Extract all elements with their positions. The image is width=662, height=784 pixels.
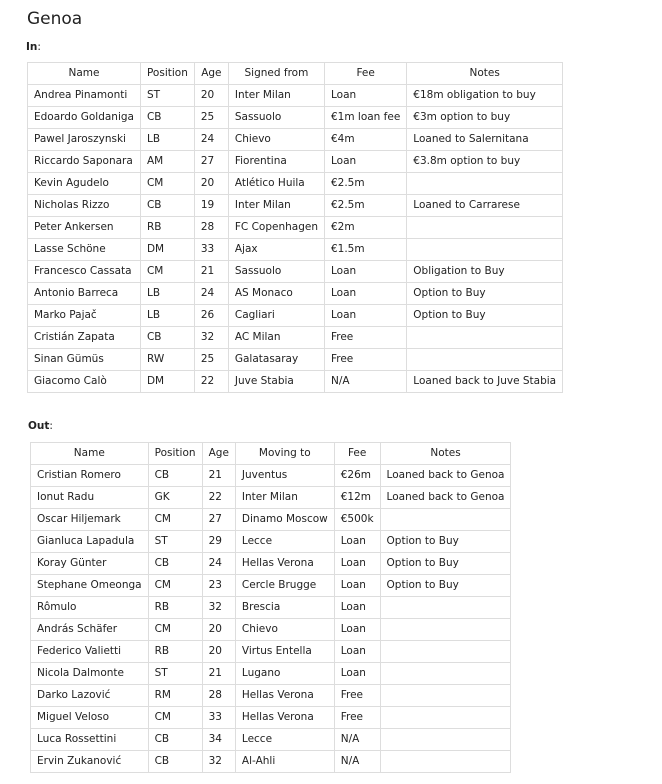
cell-notes (407, 349, 563, 371)
cell-age: 33 (194, 239, 228, 261)
cell-age: 21 (202, 663, 235, 685)
cell-notes: Loaned to Carrarese (407, 195, 563, 217)
cell-club: Juve Stabia (228, 371, 324, 393)
cell-position: DM (140, 371, 194, 393)
cell-position: CB (148, 751, 202, 773)
cell-age: 32 (202, 751, 235, 773)
cell-position: CM (148, 619, 202, 641)
cell-notes: Option to Buy (380, 575, 511, 597)
cell-position: RW (140, 349, 194, 371)
cell-position: RB (148, 597, 202, 619)
cell-fee: Loan (324, 261, 406, 283)
table-row (28, 371, 563, 393)
cell-notes: €3.8m option to buy (407, 151, 563, 173)
cell-notes (407, 239, 563, 261)
cell-age: 22 (194, 371, 228, 393)
cell-notes: Option to Buy (380, 531, 511, 553)
cell-notes: Loaned back to Genoa (380, 487, 511, 509)
table-row (31, 641, 511, 663)
in-label-text: In (26, 41, 38, 53)
cell-name: Ervin Zukanović (31, 751, 149, 773)
cell-fee: €500k (334, 509, 380, 531)
in-section-label: In: (26, 41, 41, 53)
cell-club: Sassuolo (228, 261, 324, 283)
cell-name: Antonio Barreca (28, 283, 141, 305)
cell-position: DM (140, 239, 194, 261)
table-row (28, 283, 563, 305)
table-row (31, 531, 511, 553)
cell-name: Sinan Gümüs (28, 349, 141, 371)
cell-name: Kevin Agudelo (28, 173, 141, 195)
cell-age: 24 (194, 283, 228, 305)
cell-club: AC Milan (228, 327, 324, 349)
cell-notes (407, 327, 563, 349)
table-row (31, 575, 511, 597)
cell-position: CB (140, 107, 194, 129)
cell-age: 32 (194, 327, 228, 349)
cell-age: 29 (202, 531, 235, 553)
cell-fee: N/A (334, 751, 380, 773)
cell-age: 25 (194, 107, 228, 129)
cell-age: 19 (194, 195, 228, 217)
cell-position: CM (148, 509, 202, 531)
cell-age: 24 (202, 553, 235, 575)
cell-club: Fiorentina (228, 151, 324, 173)
cell-name: Gianluca Lapadula (31, 531, 149, 553)
cell-notes: Option to Buy (380, 553, 511, 575)
cell-name: Darko Lazović (31, 685, 149, 707)
cell-position: LB (140, 283, 194, 305)
cell-fee: Loan (334, 619, 380, 641)
cell-club: Inter Milan (228, 85, 324, 107)
cell-name: Andrea Pinamonti (28, 85, 141, 107)
table-row (28, 327, 563, 349)
cell-age: 26 (194, 305, 228, 327)
cell-position: GK (148, 487, 202, 509)
table-row (31, 729, 511, 751)
cell-position: CB (148, 465, 202, 487)
cell-notes: Loaned back to Juve Stabia (407, 371, 563, 393)
cell-fee: €12m (334, 487, 380, 509)
column-header-fee: Fee (334, 443, 380, 465)
cell-fee: N/A (324, 371, 406, 393)
cell-fee: Loan (334, 641, 380, 663)
cell-notes (380, 509, 511, 531)
cell-club: Ajax (228, 239, 324, 261)
cell-age: 21 (194, 261, 228, 283)
cell-fee: Loan (334, 575, 380, 597)
cell-name: Lasse Schöne (28, 239, 141, 261)
cell-notes (407, 217, 563, 239)
cell-name: Marko Pajač (28, 305, 141, 327)
cell-age: 34 (202, 729, 235, 751)
cell-club: Lecce (235, 729, 334, 751)
table-row (28, 217, 563, 239)
cell-notes: Obligation to Buy (407, 261, 563, 283)
cell-club: Inter Milan (235, 487, 334, 509)
table-row (28, 261, 563, 283)
table-row (28, 239, 563, 261)
table-row (31, 487, 511, 509)
cell-notes (380, 663, 511, 685)
cell-age: 32 (202, 597, 235, 619)
cell-fee: Loan (334, 663, 380, 685)
cell-age: 27 (194, 151, 228, 173)
table-row (31, 509, 511, 531)
cell-club: Al-Ahli (235, 751, 334, 773)
cell-club: Hellas Verona (235, 707, 334, 729)
column-header-moving-to: Moving to (235, 443, 334, 465)
column-header-signed-from: Signed from (228, 63, 324, 85)
cell-fee: €26m (334, 465, 380, 487)
cell-age: 28 (202, 685, 235, 707)
cell-name: Peter Ankersen (28, 217, 141, 239)
cell-position: CB (140, 327, 194, 349)
cell-notes (380, 619, 511, 641)
cell-name: Giacomo Calò (28, 371, 141, 393)
table-row (28, 85, 563, 107)
table-row (28, 195, 563, 217)
cell-fee: Free (324, 327, 406, 349)
cell-notes (380, 597, 511, 619)
column-header-age: Age (202, 443, 235, 465)
column-header-notes: Notes (407, 63, 563, 85)
cell-age: 20 (202, 619, 235, 641)
cell-club: Hellas Verona (235, 553, 334, 575)
cell-name: Federico Valietti (31, 641, 149, 663)
cell-position: ST (148, 531, 202, 553)
table-row (31, 751, 511, 773)
cell-age: 25 (194, 349, 228, 371)
cell-age: 21 (202, 465, 235, 487)
cell-position: CB (140, 195, 194, 217)
cell-club: Sassuolo (228, 107, 324, 129)
cell-club: Dinamo Moscow (235, 509, 334, 531)
cell-notes (380, 641, 511, 663)
cell-position: CB (148, 553, 202, 575)
cell-position: CM (148, 707, 202, 729)
cell-name: Luca Rossettini (31, 729, 149, 751)
cell-name: Stephane Omeonga (31, 575, 149, 597)
cell-name: András Schäfer (31, 619, 149, 641)
cell-notes: Loaned back to Genoa (380, 465, 511, 487)
table-header-row (31, 443, 511, 465)
cell-fee: Loan (324, 85, 406, 107)
cell-club: Virtus Entella (235, 641, 334, 663)
cell-position: AM (140, 151, 194, 173)
cell-name: Rômulo (31, 597, 149, 619)
cell-notes (380, 685, 511, 707)
table-row (31, 597, 511, 619)
cell-club: FC Copenhagen (228, 217, 324, 239)
cell-name: Riccardo Saponara (28, 151, 141, 173)
cell-position: CM (140, 261, 194, 283)
cell-fee: Free (334, 707, 380, 729)
cell-notes: Loaned to Salernitana (407, 129, 563, 151)
transfers-out-table (30, 442, 511, 773)
cell-fee: Free (324, 349, 406, 371)
cell-notes (380, 707, 511, 729)
cell-position: RM (148, 685, 202, 707)
cell-club: Hellas Verona (235, 685, 334, 707)
cell-age: 22 (202, 487, 235, 509)
cell-age: 20 (202, 641, 235, 663)
cell-fee: Loan (334, 553, 380, 575)
cell-position: RB (140, 217, 194, 239)
table-row (28, 107, 563, 129)
cell-club: Chievo (228, 129, 324, 151)
cell-name: Pawel Jaroszynski (28, 129, 141, 151)
cell-club: Juventus (235, 465, 334, 487)
cell-name: Francesco Cassata (28, 261, 141, 283)
table-row (28, 305, 563, 327)
cell-position: LB (140, 305, 194, 327)
cell-club: Cagliari (228, 305, 324, 327)
cell-age: 20 (194, 173, 228, 195)
cell-club: Lecce (235, 531, 334, 553)
cell-fee: €1.5m (324, 239, 406, 261)
cell-fee: €2.5m (324, 173, 406, 195)
column-header-notes: Notes (380, 443, 511, 465)
cell-fee: €4m (324, 129, 406, 151)
cell-club: Chievo (235, 619, 334, 641)
cell-club: Brescia (235, 597, 334, 619)
cell-name: Cristián Zapata (28, 327, 141, 349)
cell-notes: €3m option to buy (407, 107, 563, 129)
cell-age: 23 (202, 575, 235, 597)
cell-name: Ionut Radu (31, 487, 149, 509)
cell-fee: Loan (324, 283, 406, 305)
cell-fee: N/A (334, 729, 380, 751)
cell-name: Edoardo Goldaniga (28, 107, 141, 129)
cell-fee: Loan (324, 305, 406, 327)
cell-position: RB (148, 641, 202, 663)
table-row (31, 707, 511, 729)
column-header-fee: Fee (324, 63, 406, 85)
cell-notes: Option to Buy (407, 283, 563, 305)
cell-club: Inter Milan (228, 195, 324, 217)
cell-position: CM (148, 575, 202, 597)
column-header-position: Position (140, 63, 194, 85)
column-header-name: Name (28, 63, 141, 85)
cell-position: ST (140, 85, 194, 107)
cell-club: Lugano (235, 663, 334, 685)
cell-fee: Free (334, 685, 380, 707)
transfers-in-table (27, 62, 563, 393)
cell-club: Atlético Huila (228, 173, 324, 195)
cell-age: 20 (194, 85, 228, 107)
cell-fee: Loan (324, 151, 406, 173)
table-row (28, 173, 563, 195)
cell-position: LB (140, 129, 194, 151)
cell-name: Koray Günter (31, 553, 149, 575)
cell-name: Cristian Romero (31, 465, 149, 487)
column-header-position: Position (148, 443, 202, 465)
column-header-age: Age (194, 63, 228, 85)
out-label-text: Out (28, 420, 50, 432)
table-row (28, 151, 563, 173)
cell-notes (407, 173, 563, 195)
cell-club: Galatasaray (228, 349, 324, 371)
cell-position: ST (148, 663, 202, 685)
cell-age: 24 (194, 129, 228, 151)
cell-notes (380, 751, 511, 773)
cell-club: Cercle Brugge (235, 575, 334, 597)
cell-age: 27 (202, 509, 235, 531)
table-row (31, 619, 511, 641)
table-row (31, 663, 511, 685)
cell-notes: Option to Buy (407, 305, 563, 327)
page-title: Genoa (27, 9, 83, 29)
cell-fee: Loan (334, 597, 380, 619)
table-row (28, 349, 563, 371)
cell-fee: Loan (334, 531, 380, 553)
cell-name: Oscar Hiljemark (31, 509, 149, 531)
table-row (28, 129, 563, 151)
cell-position: CB (148, 729, 202, 751)
cell-fee: €1m loan fee (324, 107, 406, 129)
cell-club: AS Monaco (228, 283, 324, 305)
cell-age: 28 (194, 217, 228, 239)
cell-name: Miguel Veloso (31, 707, 149, 729)
table-row (31, 553, 511, 575)
table-row (31, 465, 511, 487)
table-header-row (28, 63, 563, 85)
table-row (31, 685, 511, 707)
cell-notes (380, 729, 511, 751)
cell-age: 33 (202, 707, 235, 729)
cell-name: Nicholas Rizzo (28, 195, 141, 217)
cell-fee: €2.5m (324, 195, 406, 217)
cell-position: CM (140, 173, 194, 195)
cell-notes: €18m obligation to buy (407, 85, 563, 107)
cell-name: Nicola Dalmonte (31, 663, 149, 685)
cell-fee: €2m (324, 217, 406, 239)
column-header-name: Name (31, 443, 149, 465)
out-section-label: Out: (28, 420, 53, 432)
